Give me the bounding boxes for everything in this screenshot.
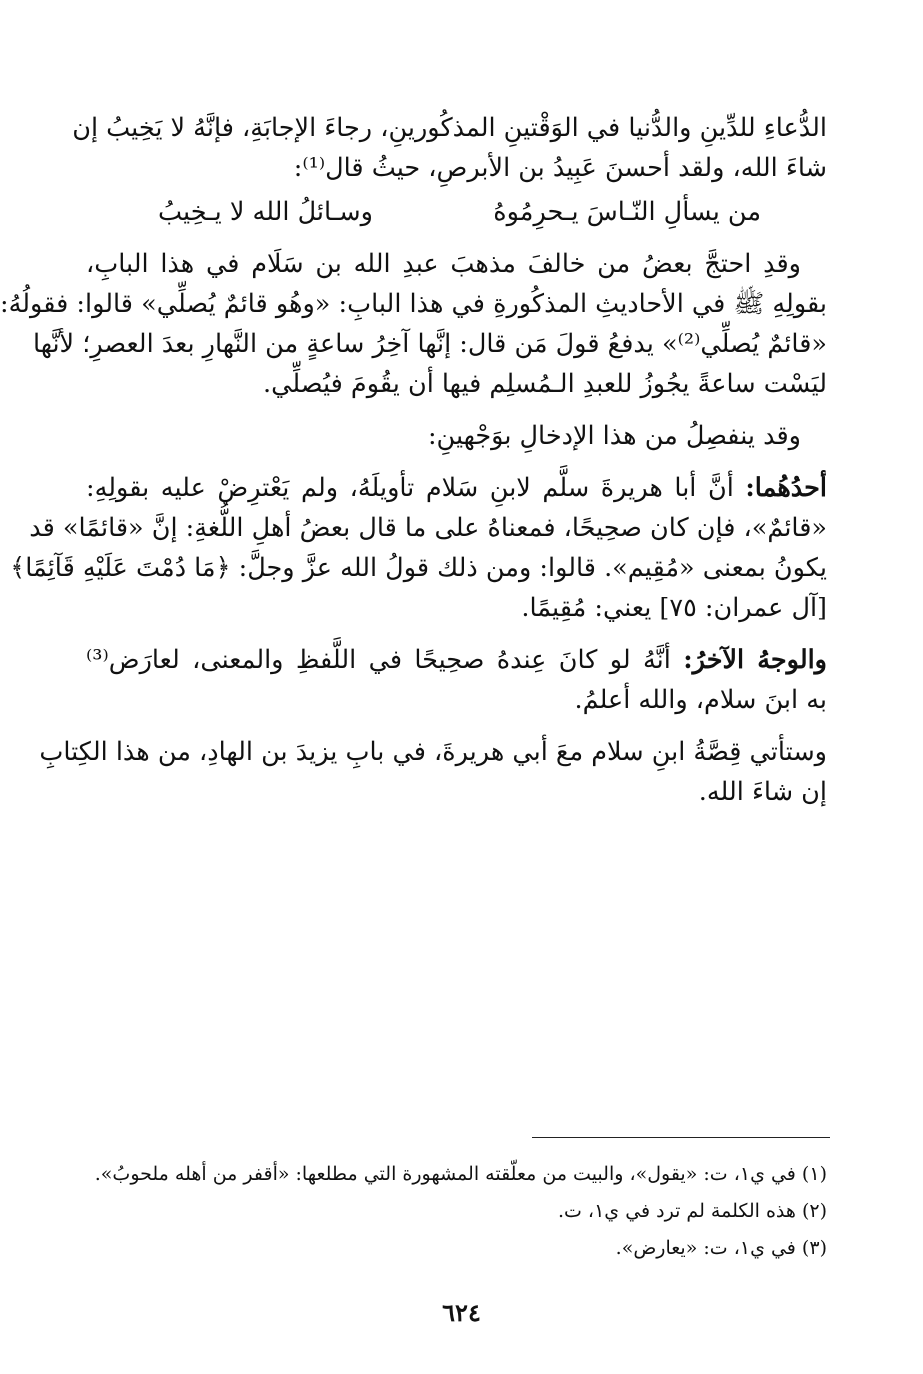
text-line: وستأتي قِصَّةُ ابنِ سلام معَ أبي هريرةَ، في بابِ يزيدَ بن الهادِ، من هذا الكِتابِ	[39, 737, 827, 767]
text-line: «قائمٌ يُصلِّي⁽²⁾» يدفعُ قولَ مَن قال: إنَّها آخِرُ ساعةٍ من النَّهارِ بعدَ العصرِ؛ لأنَّها	[32, 329, 827, 359]
text-line: بقولِهِ ﷺ في الأحاديثِ المذكُورةِ في هذا البابِ: «وهُو قائمٌ يُصلِّي» قالوا: فقولُهُ:	[0, 289, 827, 319]
text-line: إن شاءَ الله.	[698, 777, 827, 807]
paragraph-lead: والوجهُ الآخرُ:	[683, 645, 828, 675]
footnote-separator	[532, 1137, 830, 1138]
text-line: [آل عمران: ٧٥] يعني: مُقِيمًا.	[521, 593, 827, 623]
text-line	[86, 645, 828, 688]
main-text	[0, 113, 828, 820]
text-line	[86, 473, 827, 516]
text-line: يكونُ بمعنى «مُقِيم». قالوا: ومن ذلك قولُ الله عزَّ وجلَّ: ﴿مَا دُمْتَ عَلَيْهِ قَآئِمًا﴾	[10, 553, 827, 583]
line-text: أنَّهُ لو كانَ عِندهُ صحِيحًا في اللَّفظِ والمعنى، لعارَض⁽³⁾	[86, 645, 671, 675]
text-line: الدُّعاءِ للدِّينِ والدُّنيا في الوَقْتينِ المذكُورينِ، رجاءَ الإجابَةِ، فإنَّهُ لا يَخِيبُ إن	[72, 113, 827, 143]
line-text: أنَّ أبا هريرةَ سلَّم لابنِ سَلام تأويلَهُ، ولم يَعْترِضْ عليه بقولِهِ:	[86, 473, 734, 503]
verse-first-hemistich: من يسألِ النّـاسَ يـحرِمُوهُ	[493, 197, 761, 227]
paragraph-lead: أحدُهُما:	[745, 473, 827, 503]
text-line: وقد ينفصِلُ من هذا الإدخالِ بوَجْهينِ:	[427, 421, 801, 451]
footnote: (٢) هذه الكلمة لم ترد في ي١، ت.	[557, 1200, 827, 1222]
text-line: وقدِ احتجَّ بعضُ من خالفَ مذهبَ عبدِ الله بن سَلَام في هذا البابِ،	[86, 249, 801, 279]
page-number: ٦٢٤	[442, 1298, 481, 1327]
text-line: شاءَ الله، ولقد أحسنَ عَبِيدُ بن الأبرصِ، حيثُ قال⁽¹⁾:	[293, 153, 827, 183]
text-line: به ابنَ سلام، والله أعلمُ.	[574, 685, 827, 715]
footnote: (١) في ي١، ت: «يقول»، والبيت من معلّقته المشهورة التي مطلعها: «أقفر من أهله ملحوبُ».	[94, 1163, 827, 1185]
poetry-verse	[86, 197, 827, 252]
text-line: «قائمٌ»، فإن كان صحِيحًا، فمعناهُ على ما قال بعضُ أهلِ اللُّغةِ: إنَّ «قائمًا» قد	[29, 513, 827, 543]
verse-second-hemistich: وسـائلُ الله لا يـخِيبُ	[158, 197, 373, 227]
text-line: ليَسْت ساعةً يجُوزُ للعبدِ الـمُسلِم فيها أن يقُومَ فيُصلِّي.	[263, 369, 827, 399]
footnote: (٣) في ي١، ت: «يعارض».	[615, 1237, 827, 1259]
footnotes	[86, 1165, 827, 1276]
